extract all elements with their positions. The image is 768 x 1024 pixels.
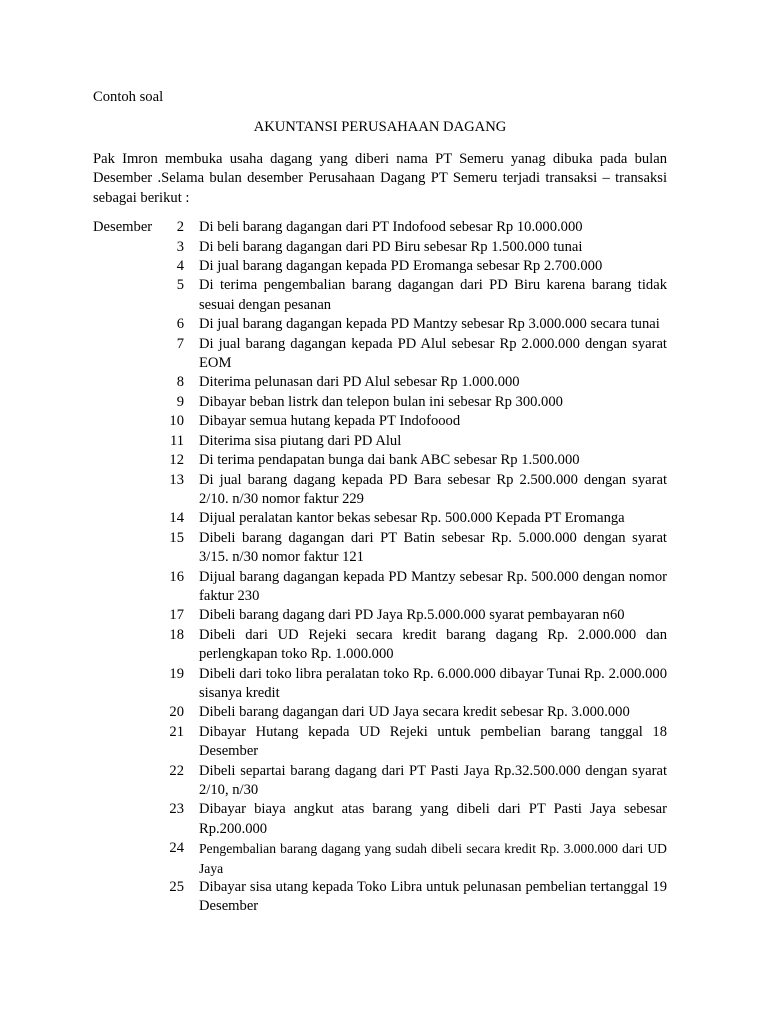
transaction-text: Di jual barang dagang kepada PD Bara sebesar Rp 2.500.000 dengan syarat 2/10. n/30 nomor faktur 229 — [199, 471, 667, 507]
transaction-row — [93, 703, 667, 722]
transaction-row — [93, 665, 667, 704]
transaction-day: 21 — [169, 723, 184, 740]
transaction-row — [93, 509, 667, 528]
transaction-day: 19 — [169, 665, 184, 682]
transaction-row — [93, 315, 667, 334]
transaction-day: 17 — [169, 607, 184, 624]
transaction-day: 11 — [169, 432, 184, 449]
transaction-row — [93, 839, 667, 878]
transaction-day: 8 — [176, 374, 184, 391]
intro-paragraph: Pak Imron membuka usaha dagang yang diberi nama PT Semeru yanag dibuka pada bulan Desember .Selama bulan desember Perusahaan Dagang PT Semeru terjadi transaksi – transaksi sebagai berikut : — [93, 151, 667, 206]
transaction-day: 22 — [169, 762, 184, 779]
transaction-row — [93, 762, 667, 801]
transaction-text: Diterima pelunasan dari PD Alul sebesar Rp 1.000.000 — [199, 374, 520, 391]
transaction-row — [93, 432, 667, 451]
transaction-row — [93, 276, 667, 315]
transaction-text: Di beli barang dagangan dari PT Indofood sebesar Rp 10.000.000 — [199, 219, 583, 236]
transaction-day: 9 — [176, 393, 184, 410]
transaction-row — [93, 218, 667, 237]
transaction-row — [93, 393, 667, 412]
transaction-day: 13 — [169, 471, 184, 488]
transaction-day: 6 — [176, 316, 184, 333]
transaction-day: 14 — [169, 510, 184, 527]
transaction-row — [93, 606, 667, 625]
transaction-text: Di terima pendapatan bunga dai bank ABC sebesar Rp 1.500.000 — [199, 452, 580, 469]
transaction-row — [93, 335, 667, 374]
transaction-text: Dibeli separtai barang dagang dari PT Pasti Jaya Rp.32.500.000 dengan syarat 2/10, n/30 — [199, 762, 667, 798]
transaction-day: 25 — [169, 879, 184, 896]
transaction-text: Dibeli dari UD Rejeki secara kredit barang dagang Rp. 2.000.000 dan perlengkapan toko Rp. 1.000.000 — [199, 626, 667, 663]
transaction-row — [93, 878, 667, 917]
transaction-text: Di beli barang dagangan dari PD Biru sebesar Rp 1.500.000 tunai — [199, 238, 583, 255]
transaction-day: 20 — [169, 704, 184, 721]
transaction-text: Dibeli dari toko libra peralatan toko Rp. 6.000.000 dibayar Tunai Rp. 2.000.000 sisanya kredit — [199, 665, 667, 701]
transaction-text: Dibayar semua hutang kepada PT Indofoood — [199, 413, 461, 430]
transaction-text: Di jual barang dagangan kepada PD Alul sebesar Rp 2.000.000 dengan syarat EOM — [199, 335, 667, 372]
transaction-text: Pengembalian barang dagang yang sudah dibeli secara kredit Rp. 3.000.000 dari UD Jaya — [199, 841, 667, 876]
transaction-text: Di jual barang dagangan kepada PD Mantzy sebesar Rp 3.000.000 secara tunai — [199, 316, 660, 333]
transaction-day: 2 — [176, 219, 184, 236]
transaction-day: 5 — [176, 277, 184, 294]
transaction-row — [93, 529, 667, 568]
transaction-row — [93, 451, 667, 470]
document-heading: Contoh soal — [93, 89, 164, 105]
transaction-row — [93, 471, 667, 510]
transaction-text: Dibayar beban listrk dan telepon bulan ini sebesar Rp 300.000 — [199, 393, 563, 410]
transaction-day: 24 — [169, 840, 184, 857]
transaction-row — [93, 723, 667, 762]
transaction-row — [93, 238, 667, 257]
transaction-day: 4 — [176, 258, 184, 275]
transaction-text: Dibeli barang dagangan dari PT Batin sebesar Rp. 5.000.000 dengan syarat 3/15. n/30 nomor faktur 121 — [199, 529, 667, 566]
transaction-text: Dibayar Hutang kepada UD Rejeki untuk pembelian barang tanggal 18 Desember — [199, 723, 667, 760]
transaction-day: 15 — [169, 529, 184, 546]
transaction-row — [93, 373, 667, 392]
transaction-text: Dibayar sisa utang kepada Toko Libra untuk pelunasan pembelian tertanggal 19 Desember — [199, 879, 667, 915]
transaction-text: Dijual barang dagangan kepada PD Mantzy sebesar Rp. 500.000 dengan nomor faktur 230 — [199, 568, 667, 604]
transaction-text: Dibeli barang dagangan dari UD Jaya secara kredit sebesar Rp. 3.000.000 — [199, 704, 630, 721]
transaction-list — [93, 218, 667, 917]
transaction-day: 18 — [169, 626, 184, 643]
transaction-text: Dijual peralatan kantor bekas sebesar Rp. 500.000 Kepada PT Eromanga — [199, 510, 625, 527]
month-label: Desember — [93, 219, 153, 236]
transaction-day: 23 — [169, 801, 184, 818]
transaction-text: Diterima sisa piutang dari PD Alul — [199, 432, 402, 449]
transaction-row — [93, 257, 667, 276]
transaction-day: 12 — [169, 452, 184, 469]
document-title: AKUNTANSI PERUSAHAAN DAGANG — [253, 119, 507, 135]
transaction-day: 7 — [176, 335, 184, 352]
transaction-day: 16 — [169, 568, 184, 585]
transaction-text: Di jual barang dagangan kepada PD Eromanga sebesar Rp 2.700.000 — [199, 258, 603, 275]
transaction-day: 3 — [176, 238, 184, 255]
transaction-row — [93, 626, 667, 665]
transaction-text: Di terima pengembalian barang dagangan dari PD Biru karena barang tidak sesuai dengan pesanan — [199, 277, 667, 313]
transaction-day: 10 — [169, 413, 184, 430]
transaction-row — [93, 568, 667, 607]
transaction-text: Dibeli barang dagang dari PD Jaya Rp.5.000.000 syarat pembayaran n60 — [199, 607, 625, 624]
document-page — [93, 88, 667, 917]
transaction-row — [93, 800, 667, 839]
transaction-row — [93, 412, 667, 431]
transaction-text: Dibayar biaya angkut atas barang yang dibeli dari PT Pasti Jaya sebesar Rp.200.000 — [199, 801, 667, 837]
